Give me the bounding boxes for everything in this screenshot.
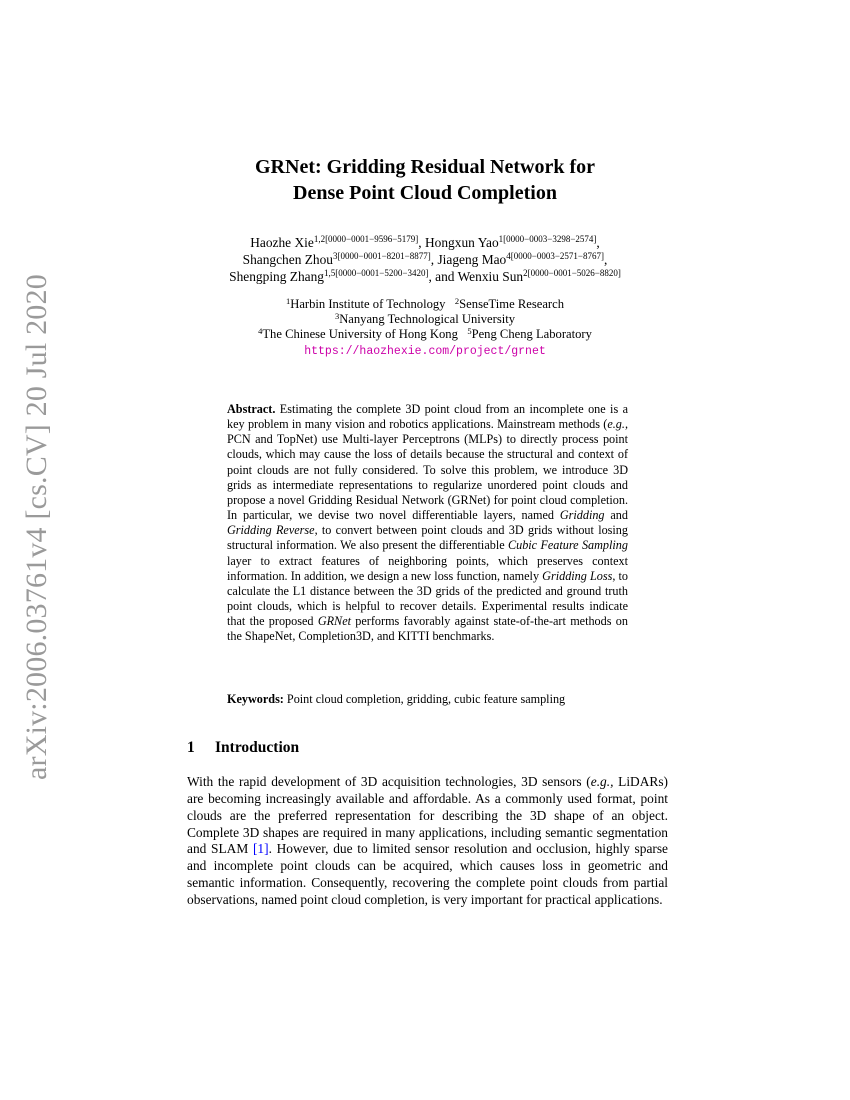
- abstract-text: PCN and TopNet) use Multi-layer Perceptrons (MLPs) to directly process point clouds, which may cause the loss of details because the structural and context of point clouds are not fully considered. To solve this problem, we introduce 3D grids as intermediate representations to regularize unordered point clouds and propose a novel Gridding Residual Network (GRNet) for point cloud completion. In particular, we devise two novel differentiable layers, named: [227, 432, 628, 523]
- paragraph-text: . However, due to limited sensor resolution and occlusion, highly sparse and incomplete point clouds can be acquired, which causes loss in geometric and semantic information. Consequently, recovering the complete point clouds from partial observations, named point cloud completion, is very important for practical applications.: [187, 841, 669, 907]
- abstract-text: performs favorably against state-of-the-art methods on the ShapeNet, Completion3D, and KITTI benchmarks.: [227, 614, 628, 644]
- abstract: [227, 402, 628, 645]
- affiliation-name: SenseTime Research: [459, 297, 564, 311]
- paper-title-line-2: Dense Point Cloud Completion: [293, 182, 557, 204]
- affiliation-line: [180, 343, 670, 359]
- author-affiliation-sup: 1,2[0000−0001−9596−5179]: [313, 234, 419, 244]
- author-name: Hongxun Yao: [425, 235, 499, 250]
- author-separator: ,: [430, 252, 438, 267]
- author-affiliation-sup: 4[0000−0003−2571−8767]: [506, 251, 604, 261]
- affiliation-list: [180, 297, 670, 359]
- affiliation-name: The Chinese University of Hong Kong: [262, 327, 458, 342]
- keywords-text: Point cloud completion, gridding, cubic feature sampling: [286, 692, 566, 706]
- affiliation-line: [180, 312, 670, 327]
- affiliation-line: [180, 327, 670, 342]
- abstract-text-italic: Cubic Feature Sampling: [507, 538, 628, 553]
- author-affiliation-sup: 1[0000−0003−3298−2574]: [498, 234, 597, 244]
- author-affiliation-sup: 2[0000−0001−5026−8820]: [523, 268, 621, 278]
- abstract-text-italic: GRNet: [317, 614, 351, 629]
- author-separator: ,: [604, 252, 608, 267]
- abstract-text-italic: Gridding: [559, 508, 605, 523]
- affiliation-marker: 1: [285, 296, 291, 306]
- arxiv-identifier-stamp: [20, 274, 53, 780]
- arxiv-identifier-text: arXiv:2006.03761v4 [cs.CV] 20 Jul 2020: [20, 274, 53, 780]
- paper-title-line-1: GRNet: Gridding Residual Network for: [255, 156, 595, 178]
- abstract-text-italic: Gridding Reverse: [227, 523, 315, 538]
- affiliation-marker: 2: [454, 296, 460, 306]
- abstract-text: , to convert between point clouds and 3D grids without losing structural information. We also present the differentiable: [227, 523, 628, 553]
- author-separator: ,: [418, 235, 425, 250]
- author-affiliation-sup: 1,5[0000−0001−5200−3420]: [323, 268, 429, 278]
- keywords-label: Keywords:: [227, 692, 284, 706]
- affiliation-name: Nanyang Technological University: [339, 312, 516, 327]
- abstract-text: Estimating the complete 3D point cloud from an incomplete one is a key problem in many vision and robotics applications. Mainstream methods (: [227, 402, 628, 432]
- citation-link[interactable]: [1]: [252, 841, 269, 857]
- affiliation-name: Harbin Institute of Technology: [290, 297, 446, 311]
- author-separator: ,: [596, 235, 600, 250]
- section-heading: [187, 738, 299, 758]
- affiliation-marker: 4: [258, 326, 263, 337]
- abstract-text: and: [604, 508, 628, 523]
- section-number: 1: [187, 739, 195, 756]
- author-name: Jiageng Mao: [437, 252, 507, 267]
- keywords: [227, 692, 637, 707]
- paragraph-text-italic: e.g.,: [590, 774, 614, 789]
- author-name: Shangchen Zhou: [242, 252, 334, 267]
- affiliation-marker: 5: [467, 326, 472, 337]
- abstract-text-italic: e.g.,: [607, 417, 628, 432]
- abstract-text: layer to extract features of neighboring points, which preserves context information. In addition, we design a new loss function, namely: [227, 553, 628, 583]
- affiliation-name: Peng Cheng Laboratory: [471, 327, 592, 342]
- paragraph-text: With the rapid development of 3D acquisition technologies, 3D sensors (: [187, 774, 591, 789]
- author-name: Wenxiu Sun: [457, 269, 524, 284]
- abstract-label: Abstract.: [227, 402, 276, 416]
- paragraph-text: LiDARs) are becoming increasingly available and affordable. As a commonly used format, point clouds are the preferred representation for describing the 3D shape of an object. Complete 3D shapes are required in many applications, including semantic segmentation and SLAM: [187, 774, 668, 857]
- author-list: [170, 234, 680, 285]
- introduction-paragraph: [187, 774, 668, 909]
- author-affiliation-sup: 3[0000−0001−8201−8877]: [333, 251, 431, 261]
- abstract-text-italic: Gridding Loss: [542, 568, 613, 583]
- abstract-text: , to calculate the L1 distance between the 3D grids of the predicted and ground truth point clouds, which is helpful to recover details. Experimental results indicate that the proposed: [227, 568, 628, 629]
- affiliation-line: [180, 297, 670, 312]
- paper-title: [180, 154, 670, 206]
- author-name: Haozhe Xie: [250, 235, 314, 250]
- affiliation-marker: 3: [334, 311, 340, 322]
- author-separator: , and: [428, 269, 458, 284]
- section-title-text: Introduction: [215, 739, 300, 756]
- author-name: Shengping Zhang: [229, 269, 324, 284]
- project-url-link[interactable]: https://haozhexie.com/project/grnet: [304, 344, 546, 358]
